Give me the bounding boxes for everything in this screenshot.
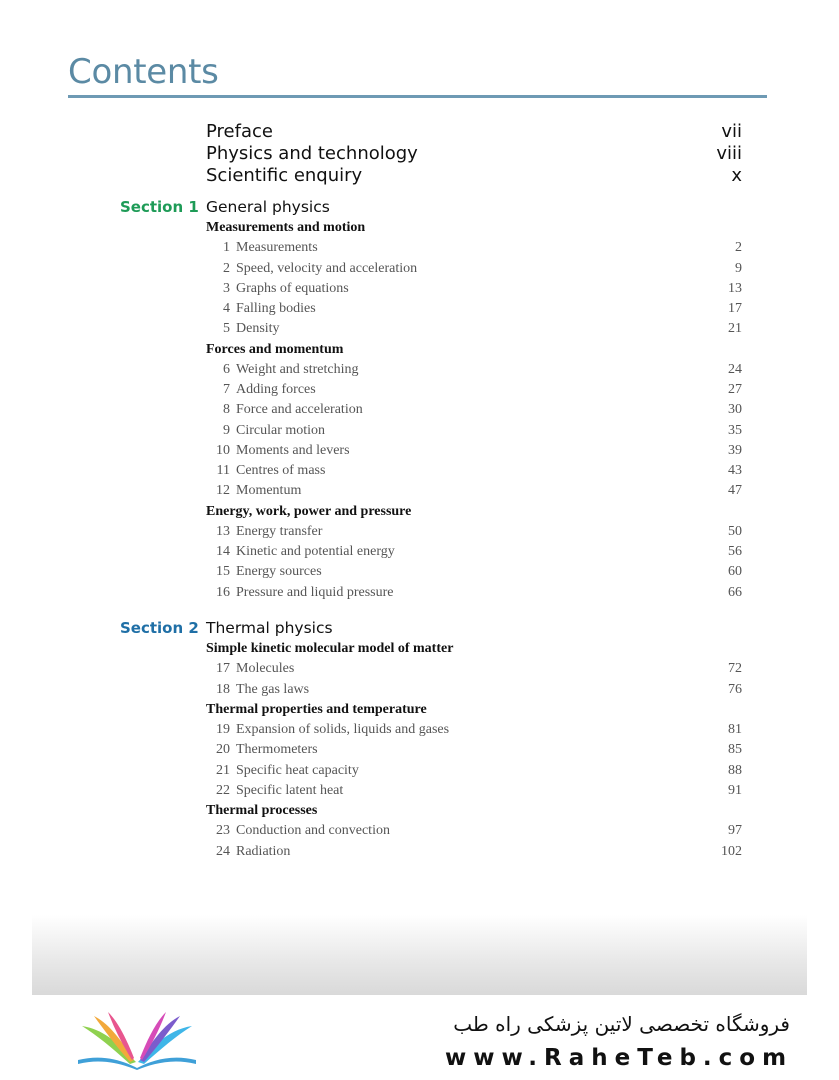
section-title: General physics: [206, 198, 330, 216]
chapter-number: 10: [216, 442, 230, 458]
front-matter-entry: [206, 143, 742, 165]
chapter-title: Energy transfer: [236, 523, 323, 539]
chapter-number: 3: [223, 280, 230, 296]
chapter-number: 6: [223, 361, 230, 377]
chapter-title: Kinetic and potential energy: [236, 544, 395, 559]
entry-title: Scientific enquiry: [206, 165, 363, 186]
entry-page: vii: [721, 121, 742, 142]
chapter-entry: [206, 261, 742, 279]
chapter-title: Conduction and convection: [236, 823, 390, 839]
chapter-page: 81: [728, 722, 742, 737]
chapter-title: Falling bodies: [236, 301, 316, 316]
chapter-page: 91: [728, 782, 742, 798]
chapter-number: 4: [223, 301, 230, 316]
chapter-number: 24: [216, 843, 230, 859]
chapter-entry: [206, 742, 742, 760]
chapter-entry: [206, 463, 742, 481]
chapter-entry: [206, 564, 742, 582]
title-rule: [68, 95, 767, 98]
chapter-entry: [206, 382, 742, 400]
chapter-title: Specific heat capacity: [236, 762, 359, 778]
topic-heading: Thermal processes: [206, 803, 318, 818]
page-title: Contents: [68, 52, 219, 92]
chapter-number: 11: [216, 463, 230, 478]
chapter-title: Centres of mass: [236, 463, 326, 478]
chapter-number: 19: [216, 722, 230, 737]
chapter-title: Weight and stretching: [236, 361, 359, 377]
chapter-number: 20: [216, 742, 230, 758]
chapter-entry: [206, 524, 742, 542]
chapter-page: 88: [728, 762, 742, 778]
chapter-page: 30: [728, 402, 742, 418]
section-title: Thermal physics: [206, 619, 333, 637]
chapter-entry: [206, 585, 742, 603]
chapter-title: Molecules: [236, 661, 295, 677]
chapter-page: 47: [728, 483, 742, 499]
chapter-entry: [206, 301, 742, 319]
chapter-page: 50: [728, 523, 742, 539]
chapter-title: Moments and levers: [236, 442, 350, 458]
store-url: www.RaheTeb.com: [445, 1045, 794, 1071]
chapter-title: Force and acceleration: [236, 402, 363, 418]
chapter-number: 18: [216, 681, 230, 697]
chapter-title: Circular motion: [236, 422, 326, 438]
chapter-page: 35: [728, 422, 742, 438]
chapter-number: 12: [216, 483, 230, 499]
chapter-title: Thermometers: [236, 742, 318, 758]
chapter-entry: [206, 443, 742, 461]
chapter-entry: [206, 402, 742, 420]
chapter-title: Radiation: [236, 843, 291, 859]
chapter-number: 2: [223, 260, 230, 276]
chapter-page: 66: [728, 584, 742, 600]
chapter-page: 76: [728, 681, 742, 697]
topic-heading: Thermal properties and temperature: [206, 701, 427, 717]
chapter-page: 60: [728, 564, 742, 580]
chapter-page: 97: [728, 823, 742, 839]
chapter-page: 13: [728, 280, 742, 296]
chapter-title: Energy sources: [236, 564, 322, 580]
store-name: فروشگاه تخصصی لاتین پزشکی راه طب: [453, 1012, 790, 1036]
entry-title: Preface: [206, 121, 273, 142]
entry-page: x: [731, 165, 742, 186]
chapter-entry: [206, 844, 742, 862]
chapter-title: Graphs of equations: [236, 280, 349, 296]
chapter-number: 1: [223, 240, 230, 256]
topic-heading: Simple kinetic molecular model of matter: [206, 641, 454, 656]
chapter-title: Speed, velocity and acceleration: [236, 260, 418, 276]
chapter-title: Measurements: [236, 240, 318, 256]
topic-heading: Forces and momentum: [206, 341, 344, 357]
section-label: Section 1: [120, 198, 199, 216]
chapter-entry: [206, 362, 742, 380]
chapter-title: Adding forces: [236, 382, 316, 397]
chapter-number: 21: [216, 762, 230, 778]
chapter-page: 21: [728, 321, 742, 337]
chapter-page: 2: [735, 240, 742, 256]
chapter-entry: [206, 661, 742, 679]
chapter-title: The gas laws: [236, 681, 310, 697]
chapter-entry: [206, 423, 742, 441]
chapter-entry: [206, 722, 742, 740]
topic-heading: Energy, work, power and pressure: [206, 503, 412, 519]
entry-title: Physics and technology: [206, 143, 418, 164]
chapter-page: 72: [728, 661, 742, 677]
chapter-page: 27: [728, 382, 742, 397]
chapter-number: 22: [216, 782, 230, 798]
chapter-entry: [206, 483, 742, 501]
chapter-number: 23: [216, 823, 230, 839]
open-book-rainbow-icon: [72, 1008, 202, 1070]
chapter-entry: [206, 783, 742, 801]
front-matter-entry: [206, 165, 742, 187]
front-matter-entry: [206, 121, 742, 143]
chapter-entry: [206, 281, 742, 299]
chapter-entry: [206, 544, 742, 562]
entry-page: viii: [716, 143, 742, 164]
chapter-entry: [206, 321, 742, 339]
chapter-page: 24: [728, 361, 742, 377]
chapter-title: Expansion of solids, liquids and gases: [236, 722, 450, 737]
chapter-page: 9: [735, 260, 742, 276]
chapter-number: 15: [216, 564, 230, 580]
chapter-entry: [206, 763, 742, 781]
chapter-number: 14: [216, 544, 230, 559]
chapter-title: Momentum: [236, 483, 302, 499]
chapter-number: 9: [223, 422, 230, 438]
chapter-page: 85: [728, 742, 742, 758]
footer-shade: [32, 915, 807, 995]
chapter-number: 16: [216, 584, 230, 600]
chapter-number: 7: [223, 382, 230, 397]
chapter-entry: [206, 682, 742, 700]
chapter-number: 8: [223, 402, 230, 418]
chapter-page: 17: [728, 301, 742, 316]
chapter-page: 56: [728, 544, 742, 559]
chapter-page: 43: [728, 463, 742, 478]
chapter-title: Pressure and liquid pressure: [236, 584, 394, 600]
chapter-entry: [206, 823, 742, 841]
chapter-number: 13: [216, 523, 230, 539]
topic-heading: Measurements and motion: [206, 220, 366, 235]
chapter-title: Density: [236, 321, 280, 337]
chapter-number: 17: [216, 661, 230, 677]
chapter-page: 102: [721, 843, 742, 859]
chapter-entry: [206, 240, 742, 258]
chapter-title: Specific latent heat: [236, 782, 344, 798]
chapter-number: 5: [223, 321, 230, 337]
section-label: Section 2: [120, 619, 199, 637]
chapter-page: 39: [728, 442, 742, 458]
